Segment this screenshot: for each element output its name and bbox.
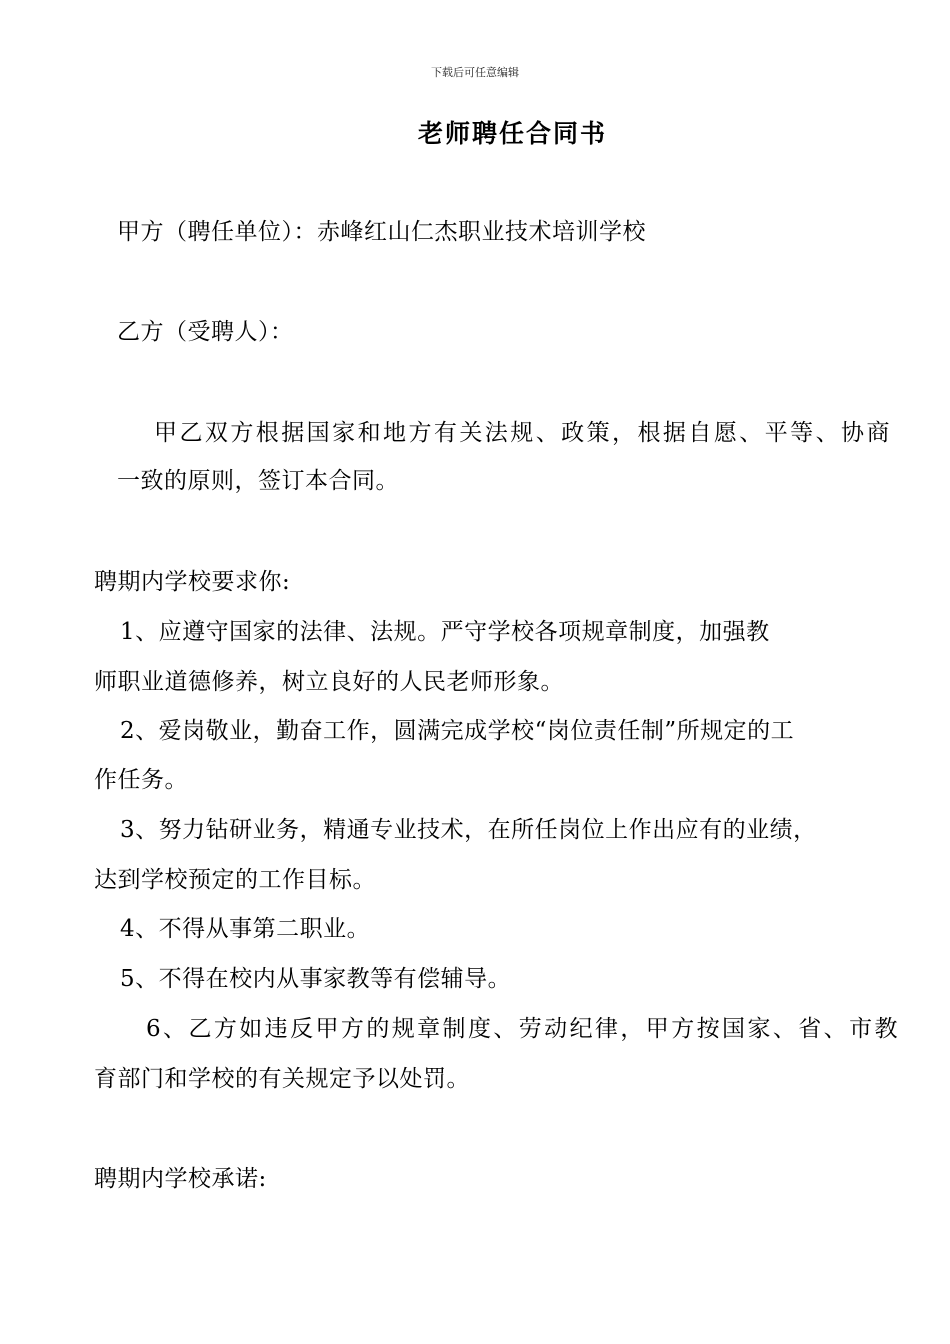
requirement-3-line-2: 达到学校预定的工作目标。: [94, 867, 376, 893]
requirement-6-line-2: 育部门和学校的有关规定予以处罚。: [94, 1066, 470, 1092]
intro-line-1: 甲乙双方根据国家和地方有关法规、政策，根据自愿、平等、协商: [154, 420, 890, 446]
requirement-1-line-2: 师职业道德修养，树立良好的人民老师形象。: [94, 669, 564, 695]
requirement-2-line-1: 2、爱岗敬业，勤奋工作，圆满完成学校“岗位责任制”所规定的工: [120, 718, 795, 744]
requirement-1-line-1: 1、应遵守国家的法律、法规。严守学校各项规章制度，加强教: [120, 619, 770, 645]
requirement-6-line-1: 6、乙方如违反甲方的规章制度、劳动纪律，甲方按国家、省、市教: [146, 1016, 898, 1042]
party-b-line: 乙方（受聘人）：: [117, 319, 294, 345]
requirement-5: 5、不得在校内从事家教等有偿辅导。: [120, 966, 512, 992]
requirements-heading: 聘期内学校要求你:: [94, 569, 291, 595]
requirement-2-line-2: 作任务。: [94, 767, 188, 793]
party-a-line: 甲方（聘任单位）：赤峰红山仁杰职业技术培训学校: [117, 219, 646, 245]
requirement-3-line-1: 3、努力钻研业务，精通专业技术，在所任岗位上作出应有的业绩，: [120, 817, 817, 843]
intro-line-2: 一致的原则，签订本合同。: [117, 468, 399, 494]
requirement-4: 4、不得从事第二职业。: [120, 916, 371, 942]
header-note: 下载后可任意编辑: [431, 66, 519, 79]
commitments-heading: 聘期内学校承诺:: [94, 1166, 267, 1192]
document-title: 老师聘任合同书: [417, 119, 607, 148]
